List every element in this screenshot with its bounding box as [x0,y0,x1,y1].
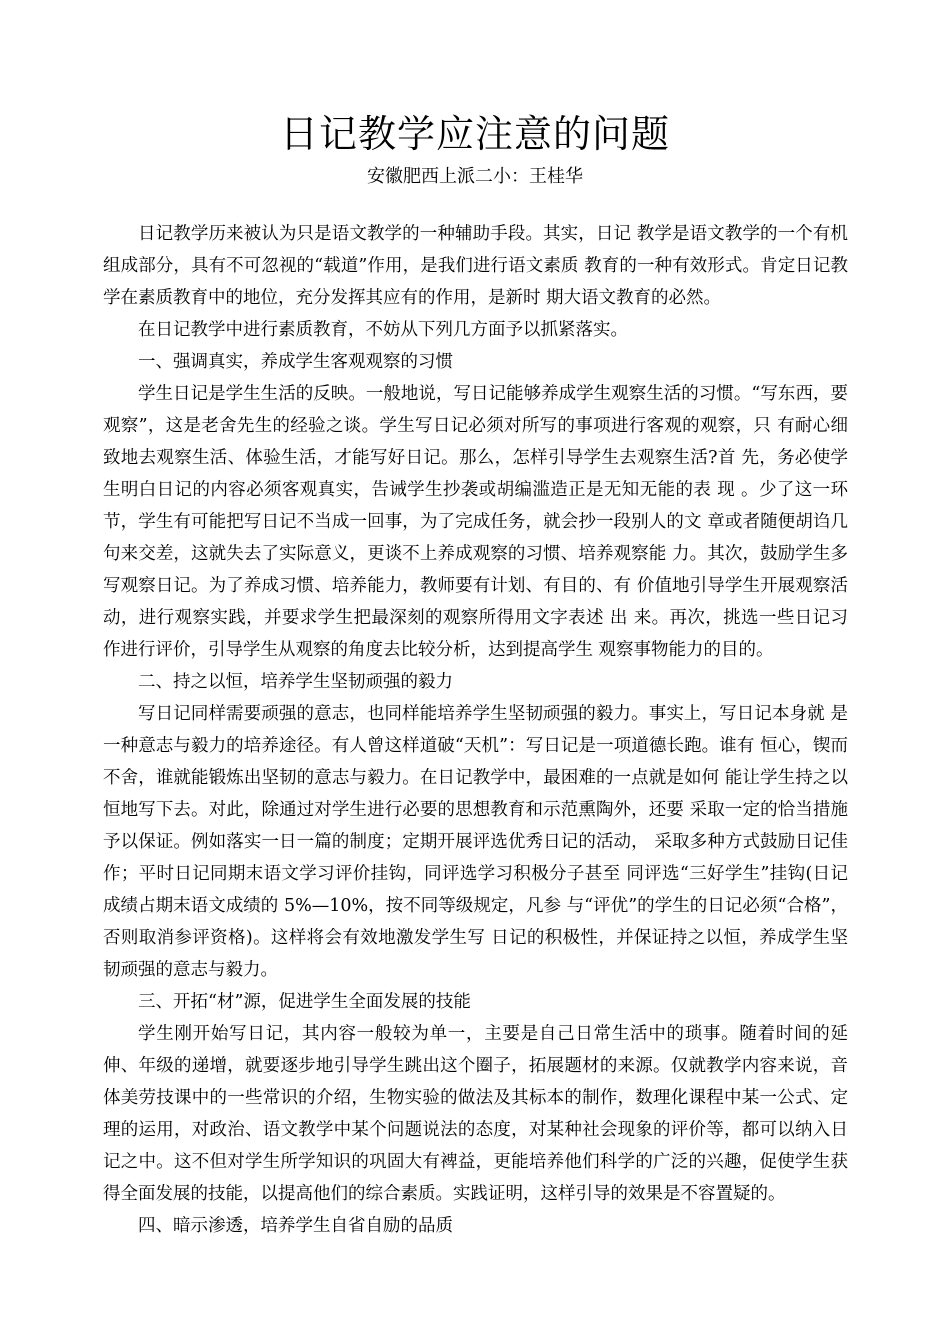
document-body [103,218,848,1242]
section-body-3: 学生刚开始写日记，其内容一般较为单一，主要是自己日常生活中的琐事。随着时间的延伸、年级的递增，就要逐步地引导学生跳出这个圈子，拓展题材的来源。仅就教学内容来说，音体美劳技课中的一些常识的介绍，生物实验的做法及其标本的制作，数理化课程中某一公式、定理的运用，对政治、语文教学中某个问题说法的态度，对某种社会现象的评价等，都可以纳入日记之中。这不但对学生所学知识的巩固大有裨益，更能培养他们科学的广泛的兴趣，促使学生获得全面发展的技能，以提高他们的综合素质。实践证明，这样引导的效果是不容置疑的。 [103,1024,848,1204]
paragraph-overview: 在日记教学中进行素质教育，不妨从下列几方面予以抓紧落实。 [138,320,628,340]
author-byline: 安徽肥西上派二小：王桂华 [367,166,583,187]
paragraph-intro: 日记教学历来被认为只是语文教学的一种辅助手段。其实，日记 教学是语文教学的一个有机组成部分，具有不可忽视的“载道”作用，是我们进行语文素质 教育的一种有效形式。肯定日记教学在素质教育中的地位，充分发挥其应有的作用，是新时 期大语文教育的必然。 [103,224,848,308]
section-body-1: 学生日记是学生生活的反映。一般地说，写日记能够养成学生观察生活的习惯。“写东西，要观察”，这是老舍先生的经验之谈。学生写日记必须对所写的事项进行客观的观察，只 有耐心细致地去观察生活、体验生活，才能写好日记。那么，怎样引导学生去观察生活?首 先，务必使学生明白日记的内容必须客观真实，告诫学生抄袭或胡编滥造正是无知无能的表 现 。少了这一环节，学生有可能把写日记不当成一回事，为了完成任务，就会抄一段别人的文 章或者随便胡诌几句来交差，这就失去了实际意义，更谈不上养成观察的习惯、培养观察能 力。其次，鼓励学生多写观察日记。为了养成习惯、培养能力，教师要有计划、有目的、有 价值地引导学生开展观察活动，进行观察实践，并要求学生把最深刻的观察所得用文字表述 出 来。再次，挑选一些日记习作进行评价，引导学生从观察的角度去比较分析，达到提高学生 观察事物能力的目的。 [103,384,848,660]
section-heading-2: 二、持之以恒，培养学生坚韧顽强的毅力 [138,672,453,692]
section-heading-4: 四、暗示渗透，培养学生自省自励的品质 [138,1216,453,1236]
document-title: 日记教学应注意的问题 [279,112,670,156]
section-heading-3: 三、开拓“材”源，促进学生全面发展的技能 [138,992,471,1012]
section-heading-1: 一、强调真实，养成学生客观观察的习惯 [138,352,453,372]
section-body-2: 写日记同样需要顽强的意志，也同样能培养学生坚韧顽强的毅力。事实上，写日记本身就 是 一种意志与毅力的培养途径。有人曾这样道破“天机”：写日记是一项道德长跑。谁有 恒心，锲而不舍，谁就能锻炼出坚韧的意志与毅力。在日记教学中，最困难的一点就是如何 能让学生持之以恒地写下去。对此，除通过对学生进行必要的思想教育和示范熏陶外，还要 采取一定的恰当措施予以保证。例如落实一日一篇的制度；定期开展评选优秀日记的活动， 采取多种方式鼓励日记佳作；平时日记同期末语文学习评价挂钩，同评选学习积极分子甚至 同评选“三好学生”挂钩(日记成绩占期末语文成绩的 5%—10%，按不同等级规定，凡参 与“评优”的学生的日记必须“合格”，否则取消参评资格)。这样将会有效地激发学生写 日记的积极性，并保证持之以恒，养成学生坚韧顽强的意志与毅力。 [103,704,848,980]
